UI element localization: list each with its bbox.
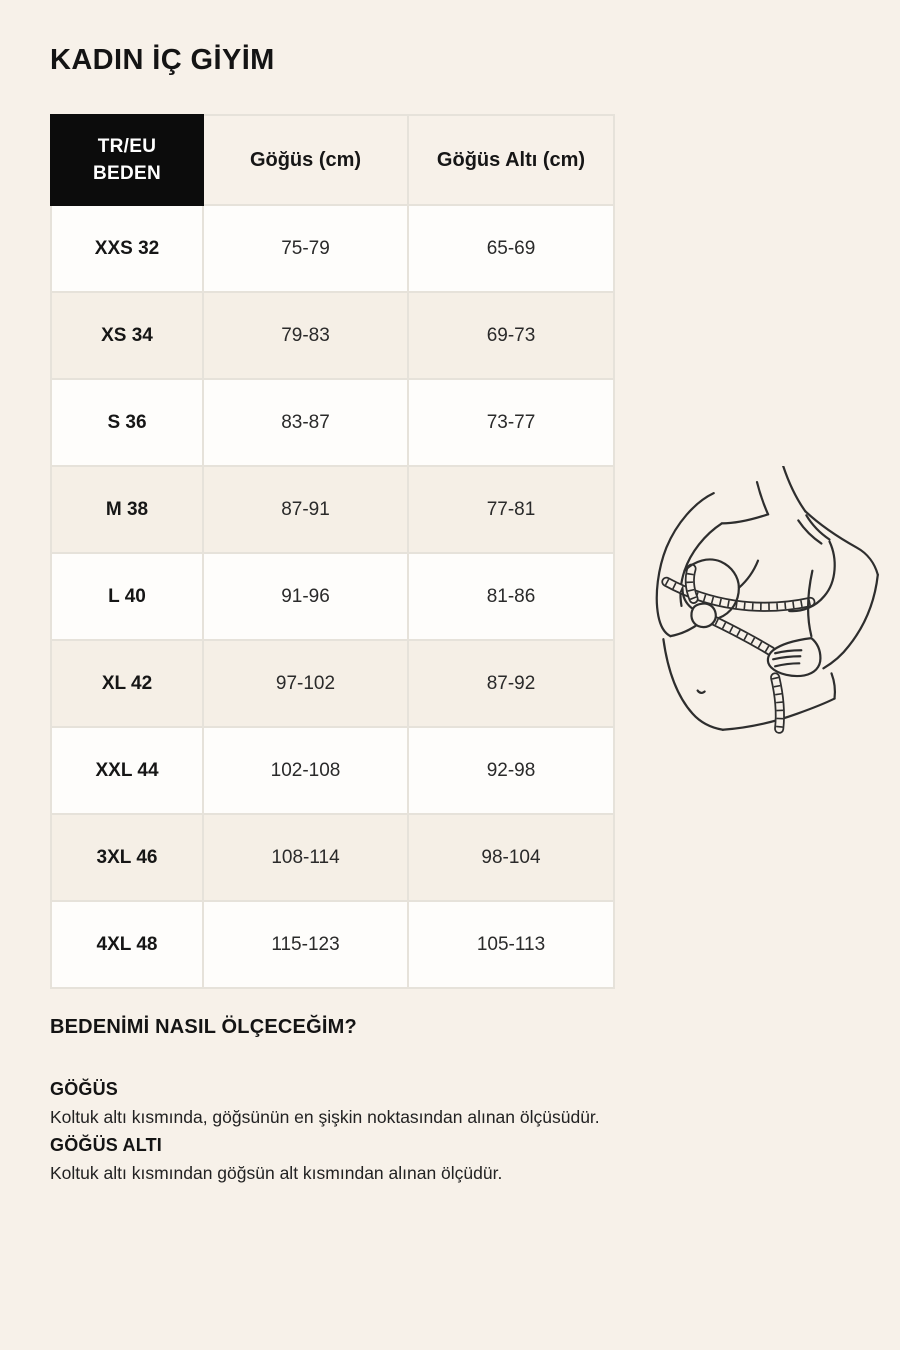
- table-row: [51, 727, 614, 814]
- measuring-tape-figure-icon: [633, 466, 880, 763]
- chest-label: GÖĞÜS: [50, 1079, 119, 1099]
- chest-cell: 83-87: [203, 379, 408, 466]
- size-cell: S 36: [51, 379, 203, 466]
- table-row: [51, 205, 614, 292]
- table-row: [51, 292, 614, 379]
- size-cell: 3XL 46: [51, 814, 203, 901]
- table-row: [51, 379, 614, 466]
- underbust-cell: 87-92: [408, 640, 614, 727]
- size-cell: M 38: [51, 466, 203, 553]
- underbust-cell: 81-86: [408, 553, 614, 640]
- page-title: KADIN İÇ GİYİM: [50, 44, 275, 76]
- size-cell: L 40: [51, 553, 203, 640]
- chest-cell: 102-108: [203, 727, 408, 814]
- underbust-cell: 73-77: [408, 379, 614, 466]
- chest-description: Koltuk altı kısmında, göğsünün en şişkin noktasından alınan ölçüsüdür.: [50, 1107, 600, 1127]
- underbust-description: Koltuk altı kısmından göğsün alt kısmından alınan ölçüdür.: [50, 1163, 503, 1183]
- chest-cell: 108-114: [203, 814, 408, 901]
- size-table-header-row: [51, 115, 614, 205]
- chest-cell: 91-96: [203, 553, 408, 640]
- underbust-cell: 65-69: [408, 205, 614, 292]
- how-to-measure-heading: BEDENİMİ NASIL ÖLÇECEĞİM?: [50, 1016, 357, 1038]
- table-row: [51, 901, 614, 988]
- bust-measurement-illustration: [633, 466, 880, 763]
- underbust-cell: 98-104: [408, 814, 614, 901]
- size-cell: XS 34: [51, 292, 203, 379]
- header-size-line2: BEDEN: [92, 163, 161, 184]
- chest-cell: 115-123: [203, 901, 408, 988]
- table-row: [51, 553, 614, 640]
- table-row: [51, 814, 614, 901]
- header-size-line1: TR/EU: [97, 136, 157, 157]
- chest-cell: 79-83: [203, 292, 408, 379]
- how-to-measure-section: [50, 1016, 830, 1187]
- header-cell-underbust: Göğüs Altı (cm): [408, 115, 614, 205]
- chest-cell: 75-79: [203, 205, 408, 292]
- size-cell: XXL 44: [51, 727, 203, 814]
- size-table: [50, 114, 615, 989]
- size-cell: XXS 32: [51, 205, 203, 292]
- underbust-cell: 69-73: [408, 292, 614, 379]
- chest-cell: 97-102: [203, 640, 408, 727]
- table-row: [51, 640, 614, 727]
- chest-cell: 87-91: [203, 466, 408, 553]
- header-cell-size: [51, 115, 203, 205]
- table-row: [51, 466, 614, 553]
- underbust-label: GÖĞÜS ALTI: [50, 1135, 162, 1155]
- underbust-cell: 105-113: [408, 901, 614, 988]
- size-cell: 4XL 48: [51, 901, 203, 988]
- header-cell-chest: Göğüs (cm): [203, 115, 408, 205]
- underbust-cell: 77-81: [408, 466, 614, 553]
- size-cell: XL 42: [51, 640, 203, 727]
- underbust-cell: 92-98: [408, 727, 614, 814]
